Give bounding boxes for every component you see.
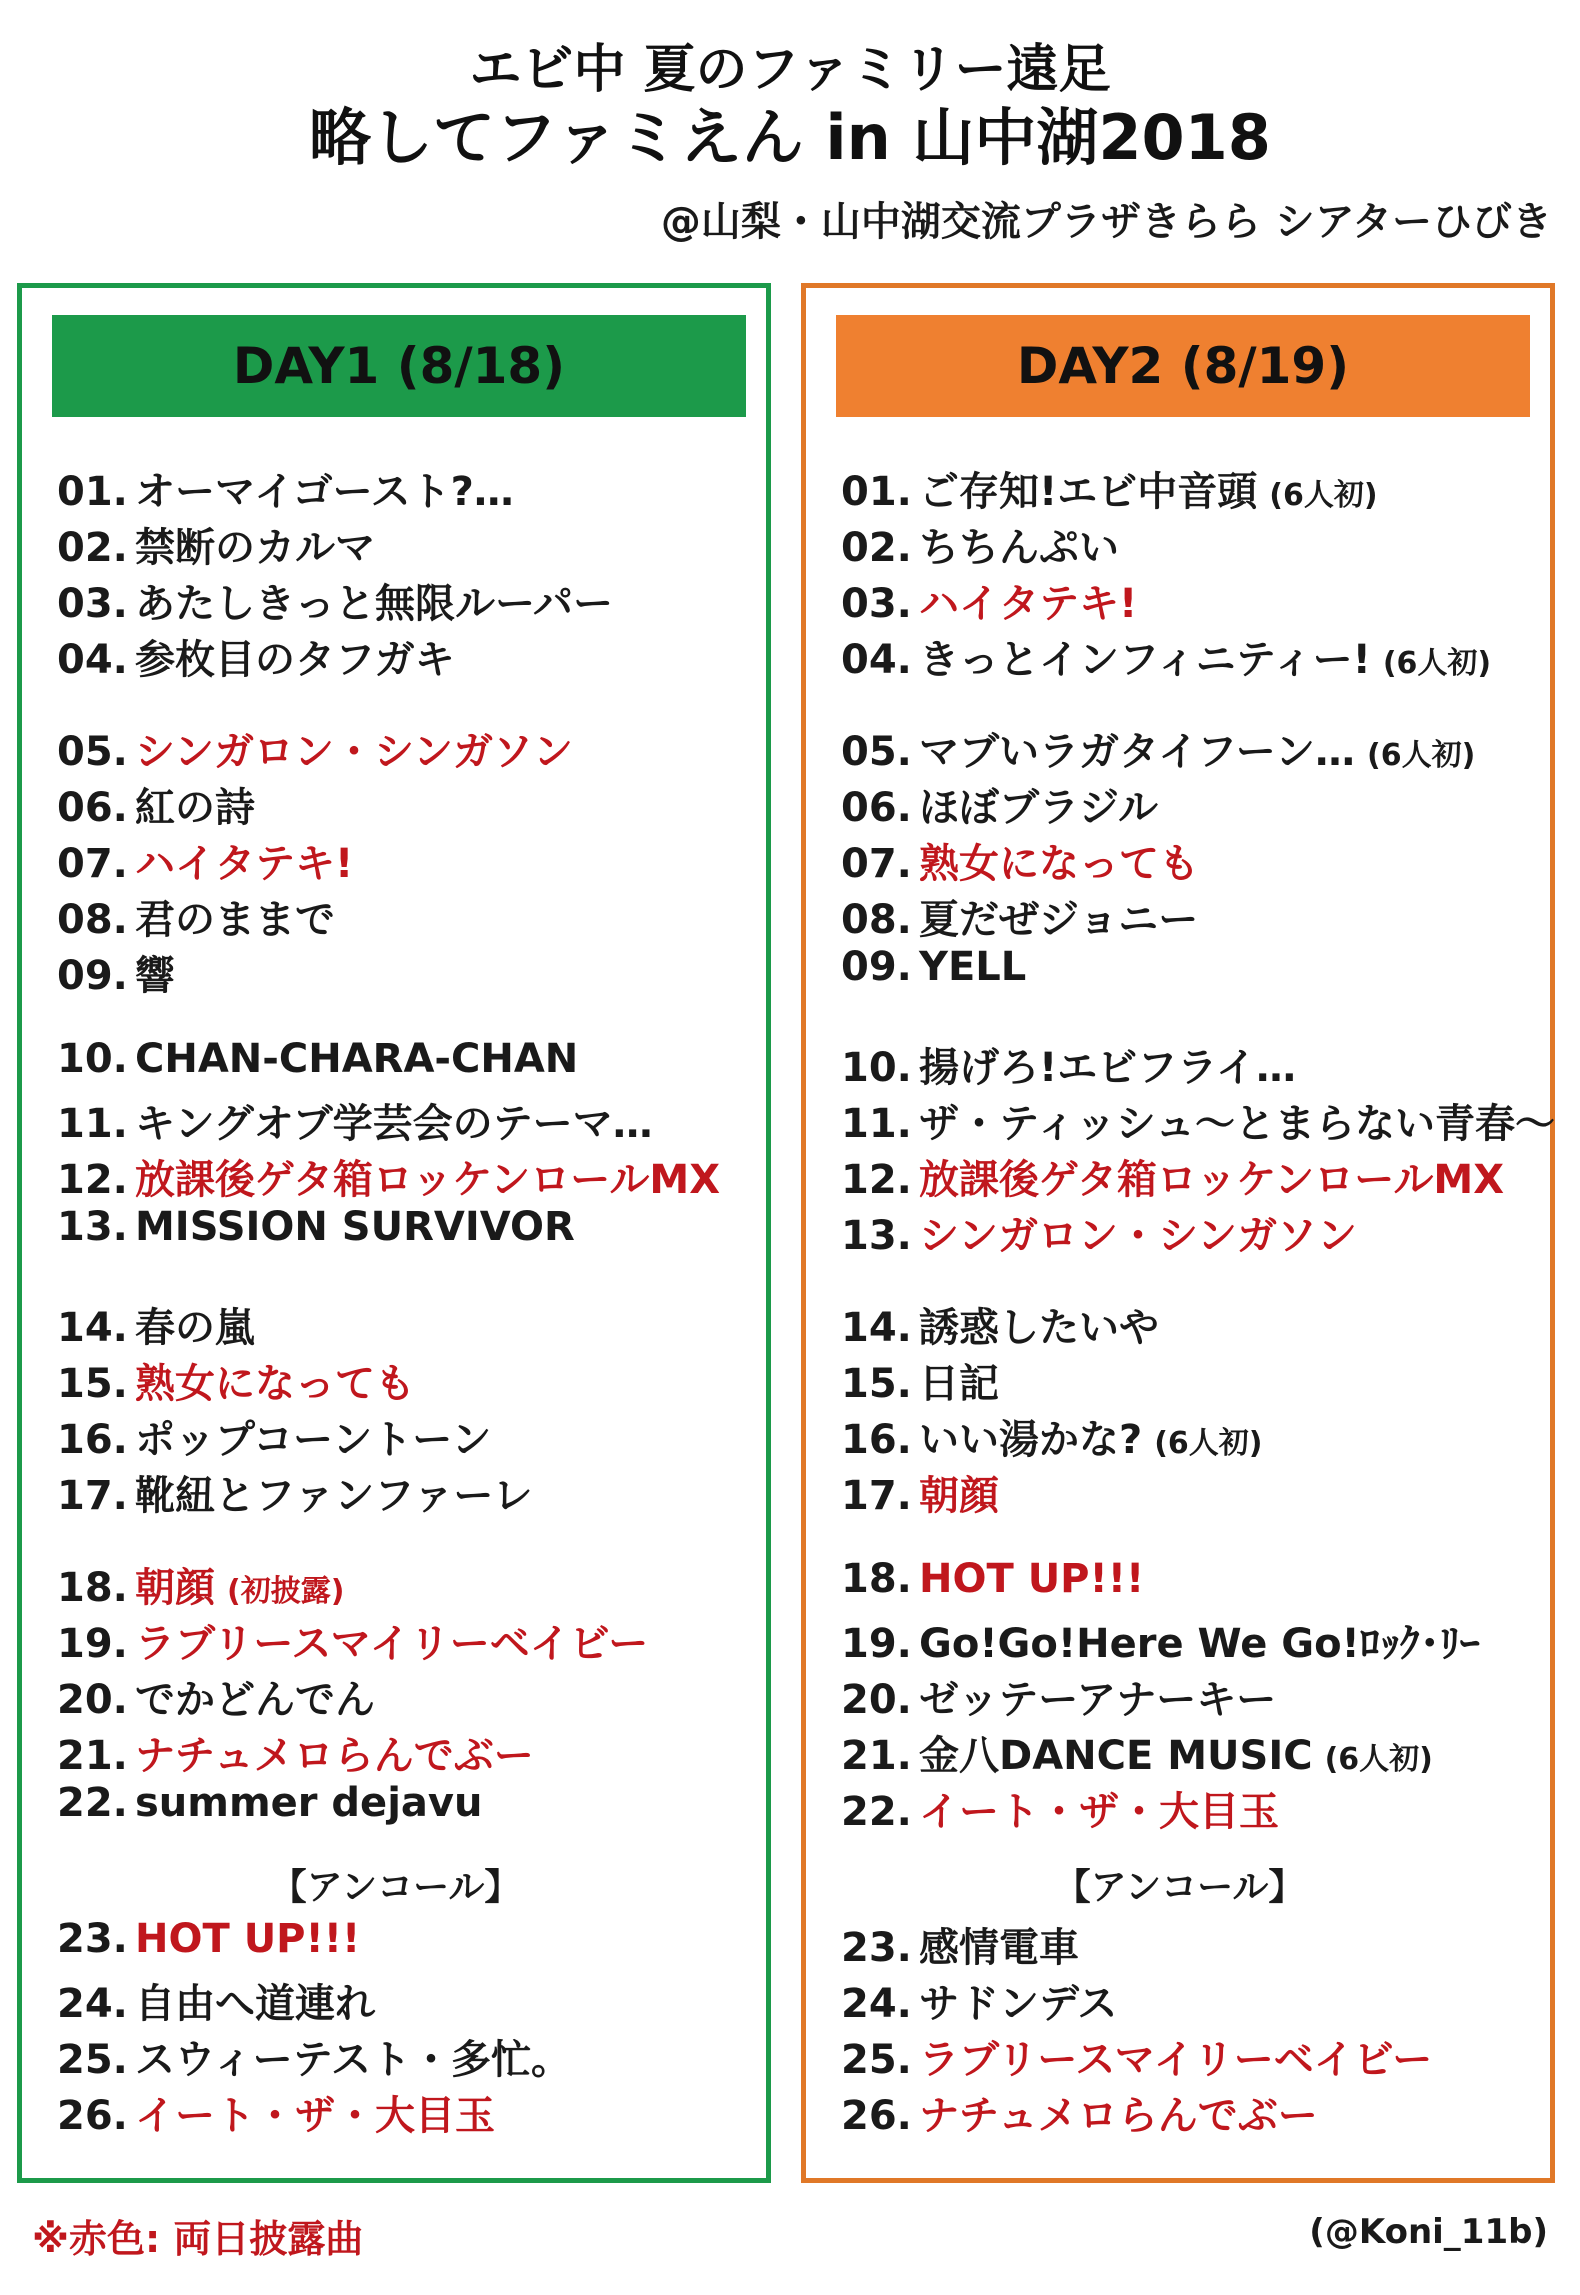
song-title: 朝顔 — [135, 1565, 215, 1611]
song-note: (初披露) — [227, 1574, 345, 1609]
song-title: 熟女になっても — [919, 841, 1199, 887]
title-line-1: エビ中 夏のファミリー遠足 — [469, 40, 1111, 100]
setlist-item — [57, 720, 769, 776]
song-title: 朝顔 — [919, 1473, 999, 1519]
setlist-item — [841, 832, 1553, 888]
song-number: 01. — [57, 469, 128, 515]
setlist-item — [57, 1408, 769, 1464]
song-note: (6人初) — [1154, 1426, 1263, 1461]
song-title: ラブリースマイリーベイビー — [135, 1621, 649, 1667]
song-number: 02. — [57, 525, 128, 571]
setlist-item — [841, 1204, 1553, 1260]
song-number: 05. — [841, 729, 912, 775]
song-number: 19. — [841, 1621, 912, 1667]
song-title: 夏だぜジョニー — [919, 897, 1199, 943]
song-number: 12. — [57, 1157, 128, 1203]
song-number: 21. — [57, 1733, 128, 1779]
song-number: 01. — [841, 469, 912, 515]
song-title: Go!Go!Here We Go!ﾛｯｸ･ﾘｰ — [919, 1621, 1480, 1667]
song-number: 25. — [841, 2037, 912, 2083]
song-number: 06. — [57, 785, 128, 831]
song-title: 紅の詩 — [135, 785, 255, 831]
song-number: 07. — [57, 841, 128, 887]
setlist-item — [841, 1092, 1553, 1148]
song-title: イート・ザ・大目玉 — [919, 1789, 1279, 1835]
setlist-item — [57, 572, 769, 628]
song-note: (6人初) — [1324, 1742, 1433, 1777]
setlist-item — [841, 572, 1553, 628]
setlist-item — [841, 1916, 1553, 1972]
setlist-item — [841, 888, 1553, 944]
song-number: 19. — [57, 1621, 128, 1667]
song-title: 響 — [135, 953, 175, 999]
song-number: 23. — [57, 1916, 128, 1962]
day2-header: DAY2 (8/19) — [836, 315, 1530, 417]
song-number: 14. — [57, 1305, 128, 1351]
setlist-item — [57, 628, 769, 684]
song-number: 22. — [841, 1789, 912, 1835]
song-number: 10. — [841, 1045, 912, 1091]
setlist-item — [841, 1724, 1553, 1780]
song-title: シンガロン・シンガソン — [919, 1213, 1357, 1259]
setlist-item — [841, 1464, 1553, 1520]
song-title: ナチュメロらんでぶー — [919, 2093, 1318, 2139]
song-title: イート・ザ・大目玉 — [135, 2093, 495, 2139]
song-title: 揚げろ!エビフライ… — [919, 1045, 1297, 1091]
song-title: 放課後ゲタ箱ロッケンロールMX — [135, 1157, 721, 1203]
setlist-item — [841, 516, 1553, 572]
setlist-item — [841, 720, 1553, 776]
setlist-item — [57, 1204, 769, 1260]
setlist-item — [841, 1352, 1553, 1408]
song-number: 09. — [841, 944, 912, 990]
song-title: 放課後ゲタ箱ロッケンロールMX — [919, 1157, 1505, 1203]
song-title: HOT UP!!! — [919, 1556, 1145, 1602]
song-number: 10. — [57, 1036, 128, 1082]
song-title: サドンデス — [919, 1981, 1118, 2027]
song-number: 26. — [841, 2093, 912, 2139]
song-number: 15. — [841, 1361, 912, 1407]
day2-column — [801, 283, 1555, 2183]
song-title: 禁断のカルマ — [135, 525, 375, 571]
setlist-item — [841, 1148, 1553, 1204]
legend-footnote: ※赤色: 両日披露曲 — [32, 2217, 364, 2261]
encore-label: 【アンコール】 — [1054, 1867, 1305, 1908]
song-number: 02. — [841, 525, 912, 571]
song-title: 自由へ道連れ — [135, 1981, 375, 2027]
song-title: ポップコーントーン — [135, 1417, 492, 1463]
song-title: あたしきっと無限ルーパー — [135, 581, 613, 627]
setlist-item — [841, 1780, 1553, 1836]
song-number: 11. — [841, 1101, 912, 1147]
setlist-item — [841, 460, 1553, 516]
song-number: 09. — [57, 953, 128, 999]
setlist-item — [841, 2084, 1553, 2140]
setlist-item — [57, 2028, 769, 2084]
song-title: summer dejavu — [135, 1780, 483, 1826]
setlist-item — [841, 944, 1553, 1000]
song-title: CHAN-CHARA-CHAN — [135, 1036, 579, 1082]
song-number: 24. — [841, 1981, 912, 2027]
song-title: ナチュメロらんでぶー — [135, 1733, 534, 1779]
song-title: ゼッテーアナーキー — [919, 1677, 1277, 1723]
setlist-item — [57, 2084, 769, 2140]
song-title: MISSION SURVIVOR — [135, 1204, 575, 1250]
setlist-item — [841, 628, 1553, 684]
encore-label: 【アンコール】 — [270, 1867, 521, 1908]
setlist-item — [57, 1464, 769, 1520]
song-number: 08. — [57, 897, 128, 943]
setlist-item — [841, 1036, 1553, 1092]
setlist-item — [57, 1352, 769, 1408]
song-number: 15. — [57, 1361, 128, 1407]
song-number: 25. — [57, 2037, 128, 2083]
song-number: 20. — [57, 1677, 128, 1723]
day1-setlist — [57, 460, 769, 2140]
song-title: ハイタテキ! — [135, 841, 354, 887]
song-number: 16. — [57, 1417, 128, 1463]
song-title: ちちんぷい — [919, 525, 1119, 571]
song-title: 春の嵐 — [135, 1305, 255, 1351]
song-note: (6人初) — [1382, 646, 1492, 681]
song-title: YELL — [919, 944, 1027, 990]
song-title: ハイタテキ! — [919, 581, 1138, 627]
song-number: 11. — [57, 1101, 128, 1147]
setlist-item — [57, 944, 769, 1000]
song-title: でかどんでん — [135, 1677, 375, 1723]
song-number: 14. — [841, 1305, 912, 1351]
song-title: シンガロン・シンガソン — [135, 729, 573, 775]
setlist-item — [841, 776, 1553, 832]
song-title: キングオブ学芸会のテーマ… — [135, 1101, 653, 1147]
setlist-item — [57, 1972, 769, 2028]
setlist-item — [57, 1916, 769, 1972]
song-number: 26. — [57, 2093, 128, 2139]
song-number: 04. — [841, 637, 912, 683]
song-title: オーマイゴースト?… — [135, 469, 514, 515]
setlist-item — [57, 460, 769, 516]
song-number: 23. — [841, 1925, 912, 1971]
song-number: 20. — [841, 1677, 912, 1723]
day1-column — [17, 283, 771, 2183]
song-title: 君のままで — [135, 897, 335, 943]
song-title: ほぼブラジル — [919, 785, 1158, 831]
setlist-item — [57, 1780, 769, 1836]
song-number: 03. — [57, 581, 128, 627]
setlist-item — [841, 1556, 1553, 1612]
song-note: (6人初) — [1367, 738, 1476, 773]
setlist-item — [57, 1148, 769, 1204]
title-line-2: 略してファミえん in 山中湖2018 — [309, 101, 1271, 174]
song-number: 16. — [841, 1417, 912, 1463]
song-number: 05. — [57, 729, 128, 775]
song-title: ラブリースマイリーベイビー — [919, 2037, 1433, 2083]
song-number: 13. — [57, 1204, 128, 1250]
song-number: 18. — [841, 1556, 912, 1602]
song-title: ご存知!エビ中音頭 — [919, 469, 1258, 515]
song-number: 07. — [841, 841, 912, 887]
song-title: スウィーテスト・多忙。 — [135, 2037, 571, 2083]
song-number: 08. — [841, 897, 912, 943]
setlist-item — [841, 1668, 1553, 1724]
setlist-item — [841, 1612, 1553, 1668]
setlist-item — [57, 1612, 769, 1668]
day2-setlist — [841, 460, 1553, 2140]
day1-header: DAY1 (8/18) — [52, 315, 746, 417]
setlist-item — [57, 1092, 769, 1148]
song-number: 13. — [841, 1213, 912, 1259]
setlist-item — [57, 1036, 769, 1092]
song-number: 17. — [57, 1473, 128, 1519]
song-number: 21. — [841, 1733, 912, 1779]
song-number: 03. — [841, 581, 912, 627]
credit-label: (@Koni_11b) — [1309, 2212, 1548, 2252]
song-title: 日記 — [919, 1361, 999, 1407]
setlist-item — [841, 1408, 1553, 1464]
setlist-item — [57, 1556, 769, 1612]
song-title: マブいラガタイフーン… — [919, 729, 1355, 775]
setlist-item — [57, 1296, 769, 1352]
song-note: (6人初) — [1269, 478, 1378, 513]
song-title: きっとインフィニティー! — [919, 637, 1371, 683]
setlist-item — [57, 888, 769, 944]
setlist-item — [841, 1972, 1553, 2028]
song-title: 参枚目のタフガキ — [135, 637, 455, 683]
setlist-item — [841, 1296, 1553, 1352]
setlist-item — [841, 2028, 1553, 2084]
song-number: 18. — [57, 1565, 128, 1611]
song-number: 04. — [57, 637, 128, 683]
song-title: 誘惑したいや — [919, 1305, 1159, 1351]
setlist-item — [57, 832, 769, 888]
song-title: HOT UP!!! — [135, 1916, 361, 1962]
song-number: 24. — [57, 1981, 128, 2027]
setlist-item — [57, 1668, 769, 1724]
song-number: 06. — [841, 785, 912, 831]
song-number: 17. — [841, 1473, 912, 1519]
song-number: 12. — [841, 1157, 912, 1203]
song-title: 感情電車 — [919, 1925, 1079, 1971]
song-number: 22. — [57, 1780, 128, 1826]
setlist-item — [57, 516, 769, 572]
song-title: 靴紐とファンファーレ — [135, 1473, 533, 1519]
song-title: ザ・ティッシュ〜とまらない青春〜 — [919, 1101, 1555, 1147]
venue-label: @山梨・山中湖交流プラザきらら シアターひびき — [660, 199, 1552, 245]
setlist-item — [57, 776, 769, 832]
song-title: いい湯かな? — [919, 1417, 1143, 1463]
song-title: 金八DANCE MUSIC — [919, 1733, 1313, 1779]
song-title: 熟女になっても — [135, 1361, 415, 1407]
setlist-item — [57, 1724, 769, 1780]
